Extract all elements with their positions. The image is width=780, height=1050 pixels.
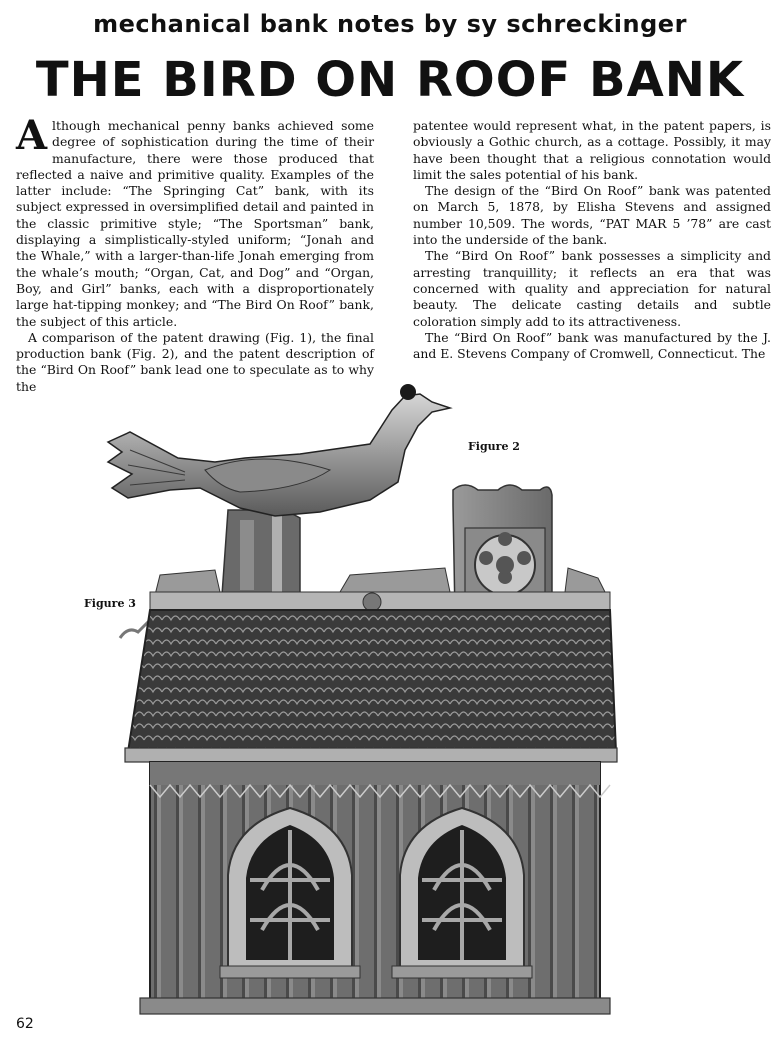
bird-figure [108,384,450,516]
paragraph: The “Bird On Roof” bank possesses a simplicity and arresting tranquillity; it reflects an era that was concerned with quality and appreciation for natural beauty. The delicate casting details and subtle coloration simply add to its attractiveness. [413,248,771,329]
roof [128,610,616,752]
article-title: THE BIRD ON ROOF BANK [35,52,745,108]
paragraph: The “Bird On Roof” bank was manufactured by the J. and E. Stevens Company of Cromwell, Connecticut. The [413,329,771,362]
text-column-left [16,112,374,395]
house-body [140,762,610,1014]
drop-cap: A [16,112,48,159]
perch-bracket [222,510,300,595]
paragraph [16,112,374,330]
figure-3-caption: Figure 3 [84,597,136,610]
page-number: 62 [16,1016,34,1032]
article-kicker: mechanical bank notes by sy schreckinger [93,10,687,38]
figure-2-caption: Figure 2 [468,440,520,453]
text-column-right [413,118,771,362]
paragraph: The design of the “Bird On Roof” bank was patented on March 5, 1878, by Elisha Stevens and assigned number 10,509. The words, “PAT MAR 5 ’78” are cast into the underside of the bank. [413,183,771,248]
paragraph: patentee would represent what, in the patent papers, is obviously a Gothic church, as a cottage. Possibly, it may have been thought that a religious connotation would limit the sales potential of his bank. [413,118,771,182]
bird-on-roof-bank-photo [0,370,780,1020]
eave [125,748,617,762]
paragraph: A comparison of the patent drawing (Fig. 1), the final production bank (Fig. 2), and the patent description of the “Bird On Roof” bank lead one to speculate as to why the [16,329,374,394]
paragraph-text: lthough mechanical penny banks achieved some degree of sophistication during the time of their manufacture, there were those produced that reflected a naive and primitive quality. Examples of the latter include: “The Springing Cat” bank, with its subject expressed in oversimplified detail and painted in the classic primitive style; “The Sportsman” bank, displaying a simplistically-styled uniform; “Jonah and the Whale,” with a larger-than-life Jonah emerging from the whale’s mouth; “Organ, Cat, and Dog” and “Organ, Boy, and Girl” banks, each with a disproportionately large hat-tipping monkey; and “The Bird On Roof” bank, the subject of this article. [16,118,374,329]
